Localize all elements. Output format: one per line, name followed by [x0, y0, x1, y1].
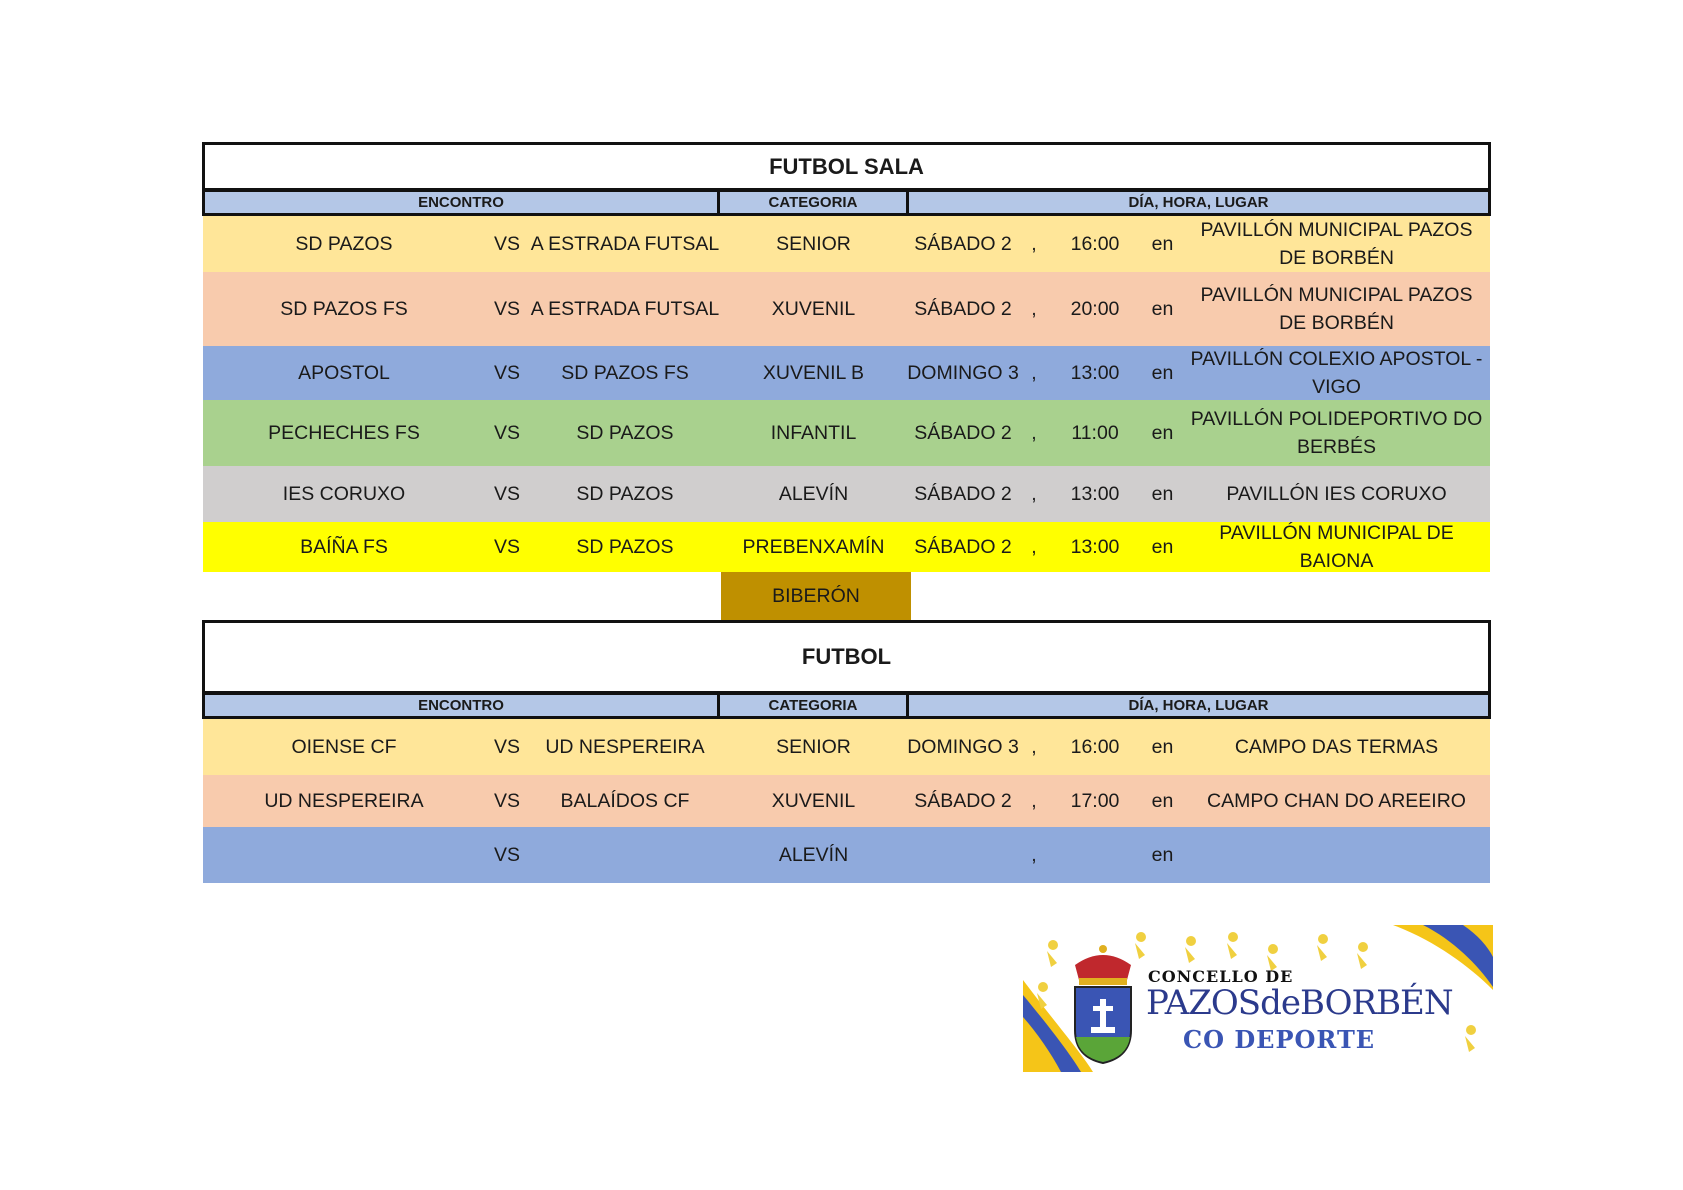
concello-logo	[1023, 925, 1493, 1072]
home-team: SD PAZOS FS	[280, 298, 408, 320]
away-team: BALAÍDOS CF	[560, 790, 690, 812]
category: XUVENIL	[771, 790, 856, 812]
en-label: en	[1151, 422, 1174, 444]
vs-label: VS	[493, 298, 520, 320]
match-day: SÁBADO 2	[914, 536, 1012, 558]
away-team: SD PAZOS	[576, 483, 674, 505]
home-team: OIENSE CF	[291, 736, 397, 758]
comma: ,	[1031, 844, 1037, 866]
category: SENIOR	[776, 736, 851, 758]
comma: ,	[1031, 422, 1037, 444]
table-row	[203, 216, 1490, 272]
category: PREBENXAMÍN	[742, 536, 885, 558]
vs-label: VS	[493, 790, 520, 812]
category: XUVENIL B	[762, 362, 865, 384]
biberon-category-cell	[721, 572, 911, 621]
header-categoria: CATEGORIA	[720, 695, 909, 716]
vs-label: VS	[493, 422, 520, 444]
header-encontro: ENCONTRO	[205, 192, 720, 213]
comma: ,	[1031, 790, 1037, 812]
table-row	[203, 346, 1490, 400]
home-team: SD PAZOS	[295, 233, 393, 255]
en-label: en	[1151, 536, 1174, 558]
match-day: SÁBADO 2	[914, 233, 1012, 255]
biberon-label: BIBERÓN	[772, 585, 860, 607]
header-dia-hora-lugar: DÍA, HORA, LUGAR	[1128, 194, 1269, 211]
category: ALEVÍN	[778, 483, 849, 505]
venue: PAVILLÓN MUNICIPAL DE BAIONA	[1219, 522, 1454, 572]
table-row	[203, 827, 1490, 883]
home-team: UD NESPEREIRA	[264, 790, 424, 812]
vs-label: VS	[493, 483, 520, 505]
venue: PAVILLÓN POLIDEPORTIVO DO BERBÉS	[1190, 408, 1483, 458]
en-label: en	[1151, 790, 1174, 812]
futbol-sala-title	[202, 142, 1491, 191]
comma: ,	[1031, 362, 1037, 384]
table-row	[203, 272, 1490, 346]
header-encontro: ENCONTRO	[205, 695, 720, 716]
home-team: PECHECHES FS	[268, 422, 420, 444]
match-day: SÁBADO 2	[914, 298, 1012, 320]
futbol-title-text: FUTBOL	[801, 644, 892, 669]
table-row	[203, 400, 1490, 466]
match-day: DOMINGO 3	[907, 736, 1019, 758]
match-time: 13:00	[1070, 362, 1120, 384]
vs-label: VS	[493, 844, 520, 866]
comma: ,	[1031, 536, 1037, 558]
match-day	[906, 827, 1020, 883]
home-team: APOSTOL	[298, 362, 390, 384]
match-time: 17:00	[1070, 790, 1120, 812]
en-label: en	[1151, 844, 1174, 866]
home-team: IES CORUXO	[282, 483, 406, 505]
futbol-header-row	[202, 692, 1491, 719]
away-team: SD PAZOS	[576, 536, 674, 558]
header-dia-hora-lugar: DÍA, HORA, LUGAR	[1128, 697, 1269, 714]
away-team: UD NESPEREIRA	[545, 736, 705, 758]
match-time: 13:00	[1070, 483, 1120, 505]
venue: PAVILLÓN IES CORUXO	[1226, 483, 1447, 505]
comma: ,	[1031, 736, 1037, 758]
category: SENIOR	[776, 233, 851, 255]
table-row	[203, 719, 1490, 775]
match-day: SÁBADO 2	[914, 790, 1012, 812]
venue: CAMPO CHAN DO AREEIRO	[1207, 790, 1466, 812]
venue: PAVILLÓN COLEXIO APOSTOL - VIGO	[1190, 348, 1483, 398]
comma: ,	[1031, 298, 1037, 320]
venue: PAVILLÓN MUNICIPAL PAZOS DE BORBÉN	[1200, 284, 1473, 334]
category: INFANTIL	[770, 422, 857, 444]
away-team: A ESTRADA FUTSAL	[530, 298, 720, 320]
en-label: en	[1151, 483, 1174, 505]
en-label: en	[1151, 298, 1174, 320]
shield-icon	[1075, 987, 1131, 1063]
away-team: SD PAZOS	[576, 422, 674, 444]
match-time: 13:00	[1070, 536, 1120, 558]
match-time: 16:00	[1070, 233, 1120, 255]
match-time	[1048, 827, 1142, 883]
en-label: en	[1151, 736, 1174, 758]
vs-label: VS	[493, 536, 520, 558]
match-time: 20:00	[1070, 298, 1120, 320]
table-row	[203, 466, 1490, 522]
table-row	[203, 775, 1490, 827]
futbol-sala-title-text: FUTBOL SALA	[769, 153, 924, 179]
match-day: SÁBADO 2	[914, 422, 1012, 444]
table-row	[203, 522, 1490, 572]
match-day: DOMINGO 3	[907, 362, 1019, 384]
vs-label: VS	[493, 362, 520, 384]
comma: ,	[1031, 483, 1037, 505]
match-time: 16:00	[1070, 736, 1120, 758]
venue: CAMPO DAS TERMAS	[1234, 736, 1439, 758]
logo-line-pazos-borben: PAZOSdeBORBÉN	[1146, 983, 1453, 1023]
match-day: SÁBADO 2	[914, 483, 1012, 505]
futbol-sala-header-row	[202, 189, 1491, 216]
vs-label: VS	[493, 736, 520, 758]
crown-icon	[1075, 945, 1131, 985]
venue	[1183, 827, 1490, 883]
vs-label: VS	[493, 233, 520, 255]
venue: PAVILLÓN MUNICIPAL PAZOS DE BORBÉN	[1200, 219, 1473, 269]
header-categoria: CATEGORIA	[720, 192, 909, 213]
futbol-title	[202, 620, 1491, 694]
match-time: 11:00	[1071, 422, 1119, 444]
home-team	[203, 827, 485, 883]
logo-line-concello: CONCELLO DE	[1148, 967, 1294, 986]
category: ALEVÍN	[778, 844, 849, 866]
comma: ,	[1031, 233, 1037, 255]
away-team: SD PAZOS FS	[561, 362, 689, 384]
away-team	[529, 827, 721, 883]
en-label: en	[1151, 362, 1174, 384]
logo-line-co-deporte: CO DEPORTE	[1183, 1025, 1376, 1054]
away-team: A ESTRADA FUTSAL	[530, 233, 720, 255]
en-label: en	[1151, 233, 1174, 255]
home-team: BAÍÑA FS	[300, 536, 388, 558]
category: XUVENIL	[771, 298, 856, 320]
